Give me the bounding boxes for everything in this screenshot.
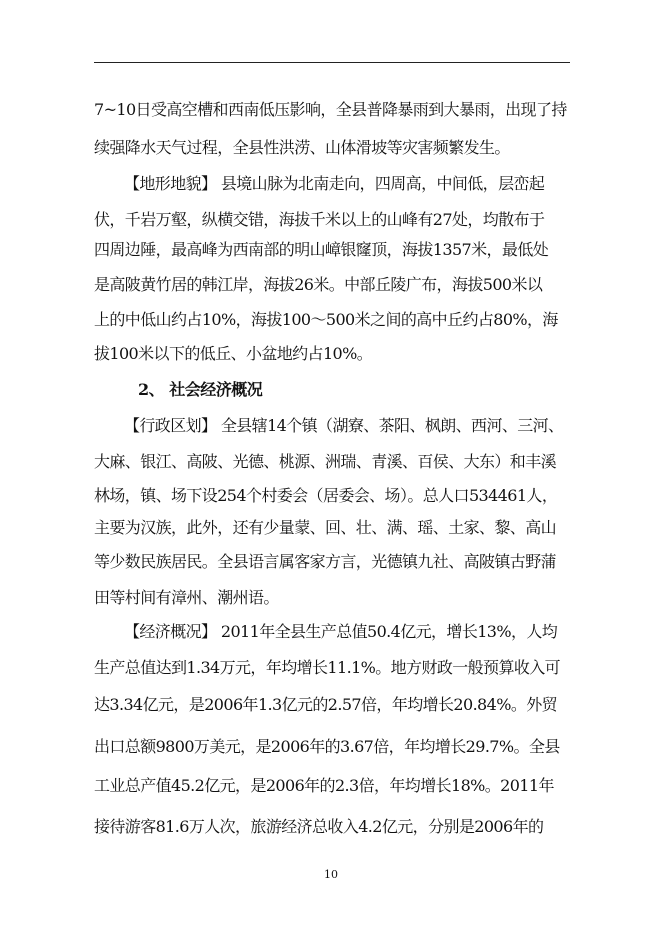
body-line: 生产总值达到1.34万元，年均增长11.1%。地方财政一般预算收入可 (94, 658, 561, 677)
body-line: 主要为汉族，此外，还有少量蒙、回、壮、满、瑶、土家、黎、高山 (94, 518, 557, 537)
body-line: 出口总额9800万美元，是2006年的3.67倍，年均增长29.7%。全县 (94, 737, 560, 756)
paragraph-start: 【行政区划】 全县辖14个镇（湖寮、茶阳、枫朗、西河、三河、 (124, 416, 564, 435)
body-line: 工业总产值45.2亿元，是2006年的2.3倍，年均增长18%。2011年 (94, 776, 554, 795)
paragraph-start: 【经济概况】 2011年全县生产总值50.4亿元，增长13%，人均 (124, 622, 558, 641)
body-line: 拔100米以下的低丘、小盆地约占10%。 (94, 344, 373, 363)
body-line: 伏，千岩万壑，纵横交错，海拔千米以上的山峰有27处，均散布于 (94, 210, 545, 229)
body-line: 等少数民族居民。全县语言属客家方言，光德镇九社、高陂镇古野蒲 (94, 552, 557, 571)
page-number: 10 (324, 868, 338, 881)
body-line: 田等村间有漳州、潮州语。 (94, 588, 279, 607)
section-heading: 2、 社会经济概况 (138, 380, 263, 399)
body-line: 四周边陲，最高峰为西南部的明山嶂银窿顶，海拔1357米，最低处 (94, 240, 549, 259)
body-line: 是高陂黄竹居的韩江岸，海拔26米。中部丘陵广布，海拔500米以 (94, 275, 543, 294)
body-line: 上的中低山约占10%，海拔100～500米之间的高中丘约占80%，海 (94, 310, 558, 329)
body-line: 7~10日受高空槽和西南低压影响，全县普降暴雨到大暴雨，出现了持 (94, 100, 567, 119)
body-line: 林场，镇、场下设254个村委会（居委会、场）。总人口534461人， (94, 486, 558, 505)
body-line: 续强降水天气过程，全县性洪涝、山体滑坡等灾害频繁发生。 (94, 138, 510, 157)
body-line: 接待游客81.6万人次，旅游经济总收入4.2亿元，分别是2006年的 (94, 817, 544, 836)
header-rule (94, 62, 570, 63)
paragraph-start: 【地形地貌】 县境山脉为北南走向，四周高，中间低，层峦起 (124, 174, 545, 193)
body-line: 达3.34亿元，是2006年1.3亿元的2.57倍，年均增长20.84%。外贸 (94, 695, 558, 714)
body-line: 大麻、银江、高陂、光德、桃源、洲瑞、青溪、百侯、大东）和丰溪 (94, 452, 557, 471)
